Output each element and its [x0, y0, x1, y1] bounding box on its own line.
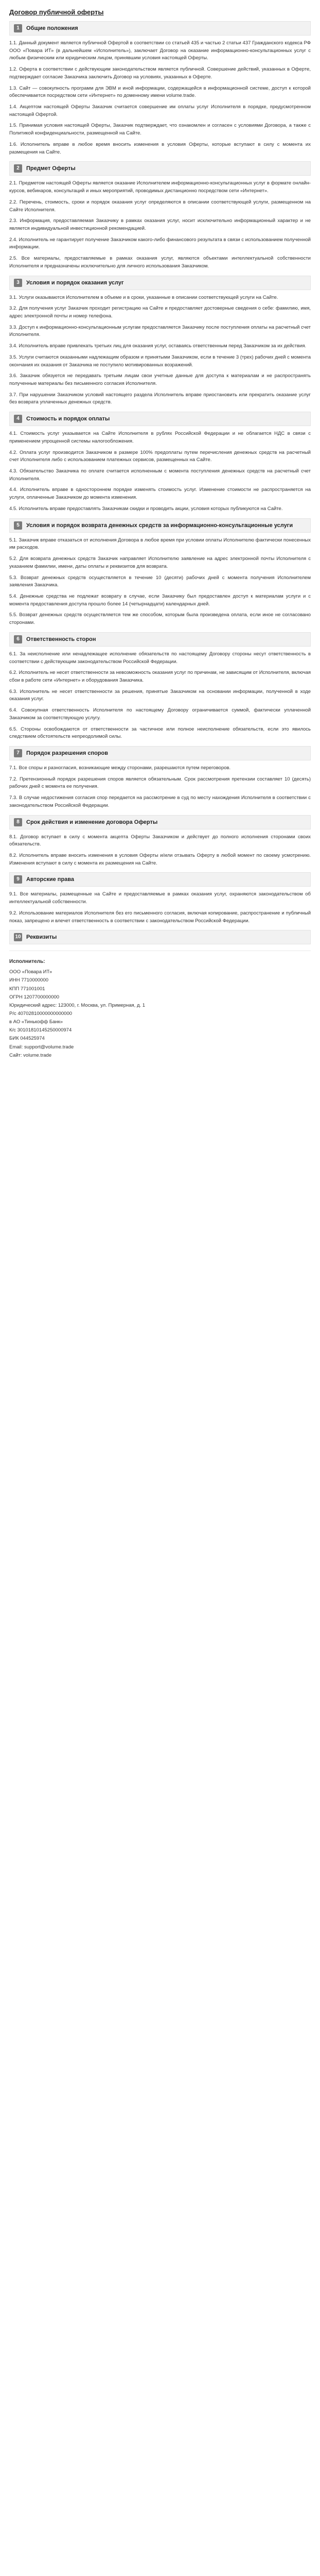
clause-paragraph: 1.1. Данный документ является публичной Офертой в соответствии со статьей 435 и частью 2 статьи 437 Гражданского кодекса РФ ООО «Повара ИТ» (в дальнейшем «Исполнитель»), заключает Договор на оказание информационно-консультационных услуг с любым физическим или юридическим лицом, принявшим условия настоящей Оферты. [9, 40, 311, 61]
clause-paragraph: 3.4. Исполнитель вправе привлекать третьих лиц для оказания услуг, оставаясь ответственным перед Заказчиком за их действия. [9, 343, 307, 349]
section-title: Ответственность сторон [26, 636, 96, 642]
clause-paragraph: 3.5. Услуги считаются оказанными надлежащим образом и принятыми Заказчиком, если в течение 3 (трех) рабочих дней с момента окончания их оказания от Заказчика не поступило мотивированных возражений. [9, 354, 311, 368]
clause-paragraph: 7.3. В случае недостижения согласия спор передается на рассмотрение в суд по месту нахождения Исполнителя в соответствии с законодательством Российской Федерации. [9, 795, 311, 808]
section-6 [9, 632, 311, 741]
sections-container [9, 21, 311, 944]
requisites-line: Р/с 40702810000000000000 [9, 1011, 73, 1017]
section-title: Условия и порядок возврата денежных средств за информационно-консультационные услуги [26, 522, 293, 529]
section-8 [9, 815, 311, 868]
section-heading [9, 276, 311, 290]
requisites-line: БИК 044525974 [9, 1036, 45, 1042]
clause-paragraph: 2.2. Перечень, стоимость, сроки и порядок оказания услуг определяются в описании соответствующей услуги, размещенном на Сайте Исполнителя. [9, 199, 311, 213]
clause-paragraph: 4.1. Стоимость услуг указывается на Сайте Исполнителя в рублях Российской Федерации и не облагается НДС в связи с применением упрощенной системы налогообложения. [9, 431, 311, 444]
clause-paragraph: 2.4. Исполнитель не гарантирует получение Заказчиком какого-либо финансового результата в связи с использованием полученной информации. [9, 236, 311, 250]
clause-paragraph: 8.1. Договор вступает в силу с момента акцепта Оферты Заказчиком и действует до полного исполнения сторонами своих обязательств. [9, 834, 311, 848]
clause-paragraph: 3.7. При нарушении Заказчиком условий настоящего раздела Исполнитель вправе приостановить или прекратить оказание услуг без возврата уплаченных денежных средств. [9, 392, 311, 405]
section-number: 1 [14, 24, 22, 32]
section-2 [9, 161, 311, 270]
clause-paragraph: 5.1. Заказчик вправе отказаться от исполнения Договора в любое время при условии оплаты Исполнителю фактически понесенных им расходов. [9, 537, 311, 551]
requisites-line: в АО «Тинькофф Банк» [9, 1019, 63, 1025]
section-title: Условия и порядок оказания услуг [26, 279, 124, 286]
section-number: 3 [14, 279, 22, 287]
clause-paragraph: 9.2. Использование материалов Исполнителя без его письменного согласия, включая копирование, распространение и публичный показ, запрещено и влечет ответственность в соответствии с законодательством Российской Федерации. [9, 910, 311, 924]
clause-paragraph: 6.1. За неисполнение или ненадлежащее исполнение обязательств по настоящему Договору стороны несут ответственность в соответствии с действующим законодательством Российской Федерации. [9, 651, 311, 665]
clause-paragraph: 2.3. Информация, предоставляемая Заказчику в рамках оказания услуг, носит исключительно информационный характер и не является индивидуальной инвестиционной рекомендацией. [9, 218, 311, 231]
section-number: 6 [14, 635, 22, 643]
section-heading [9, 412, 311, 426]
clause-paragraph: 8.2. Исполнитель вправе вносить изменения в условия Оферты и/или отзывать Оферту в любой момент по своему усмотрению. Изменения вступают в силу с момента их размещения на Сайте. [9, 853, 311, 866]
clause-paragraph: 6.4. Совокупная ответственность Исполнителя по настоящему Договору ограничивается суммой, фактически уплаченной Заказчиком за соответствующую услугу. [9, 707, 311, 721]
clause-paragraph: 4.2. Оплата услуг производится Заказчиком в размере 100% предоплаты путем перечисления денежных средств на расчетный счет Исполнителя либо с использованием платежных сервисов, размещенных на Сайте. [9, 449, 311, 463]
clause-paragraph: 3.1. Услуги оказываются Исполнителем в объеме и в сроки, указанные в описании соответствующей услуги на Сайте. [9, 294, 278, 300]
requisites-line: ООО «Повара ИТ» [9, 969, 52, 975]
section-heading [9, 518, 311, 533]
section-heading [9, 632, 311, 647]
clause-paragraph: 5.4. Денежные средства не подлежат возврату в случае, если Заказчику был предоставлен доступ к материалам услуги и с момента предоставления доступа прошло более 14 (четырнадцати) календарных дней. [9, 593, 311, 607]
requisites-block [9, 957, 311, 1060]
requisites-line: Email: support@volume.trade [9, 1044, 74, 1050]
clause-paragraph: 1.2. Оферта в соответствии с действующим законодательством является публичной. Совершение действий, указанных в Оферте, подтверждает согласие Заказчика заключить Договор на условиях, указанных в Оферте. [9, 66, 311, 80]
section-10 [9, 930, 311, 944]
clause-paragraph: 1.4. Акцептом настоящей Оферты Заказчик считается совершение им оплаты услуг Исполнителя в порядке, предусмотренном настоящей Офертой. [9, 104, 311, 117]
section-number: 7 [14, 749, 22, 757]
clause-paragraph: 3.3. Доступ к информационно-консультационным услугам предоставляется Заказчику после поступления оплаты на расчетный счет Исполнителя. [9, 324, 311, 338]
clause-paragraph: 1.5. Принимая условия настоящей Оферты, Заказчик подтверждает, что ознакомлен и согласен с условиями Договора, а также с Политикой конфиденциальности, размещенной на Сайте. [9, 123, 311, 137]
requisites-line: К/с 30101810145250000974 [9, 1027, 72, 1033]
section-heading [9, 930, 311, 944]
section-1 [9, 21, 311, 156]
section-number: 9 [14, 875, 22, 884]
requisites-line: ИНН 7710000000 [9, 977, 49, 984]
clause-paragraph: 9.1. Все материалы, размещенные на Сайте и предоставляемые в рамках оказания услуг, охраняются законодательством об интеллектуальной собственности. [9, 891, 311, 905]
section-title: Реквизиты [26, 934, 57, 941]
section-title: Предмет Оферты [26, 165, 76, 172]
section-title: Стоимость и порядок оплаты [26, 416, 110, 422]
clause-paragraph: 5.5. Возврат денежных средств осуществляется тем же способом, которым была произведена оплата, если иное не согласовано сторонами. [9, 612, 311, 626]
page-title: Договор публичной оферты [9, 8, 104, 16]
section-3 [9, 276, 311, 407]
clause-paragraph: 3.2. Для получения услуг Заказчик проходит регистрацию на Сайте и предоставляет достоверные сведения о себе: фамилию, имя, адрес электронной почты и номер телефона. [9, 306, 311, 319]
requisites-line: Сайт: volume.trade [9, 1052, 52, 1058]
section-number: 8 [14, 818, 22, 826]
clause-paragraph: 6.5. Стороны освобождаются от ответственности за частичное или полное неисполнение обязательств, если это явилось следствием обстоятельств непреодолимой силы. [9, 726, 311, 740]
clause-paragraph: 7.1. Все споры и разногласия, возникающие между сторонами, разрешаются путем переговоров. [9, 765, 231, 771]
clause-paragraph: 1.6. Исполнитель вправе в любое время вносить изменения в условия Оферты, которые вступают в силу с момента их размещения на Сайте. [9, 141, 311, 155]
requisites-head: Исполнитель: [9, 959, 45, 965]
section-number: 4 [14, 415, 22, 423]
requisites-line: Юридический адрес: 123000, г. Москва, ул. Примерная, д. 1 [9, 1002, 146, 1008]
section-number: 10 [14, 933, 22, 941]
section-heading [9, 746, 311, 760]
clause-paragraph: 2.1. Предметом настоящей Оферты является оказание Исполнителем информационно-консультационных услуг в формате онлайн-курсов, вебинаров, консультаций и иных мероприятий, проводимых дистанционно посредством сети «Интернет». [9, 180, 311, 194]
requisites-line: КПП 771001001 [9, 986, 45, 992]
clause-paragraph: 4.4. Исполнитель вправе в одностороннем порядке изменять стоимость услуг. Изменение стоимости не распространяется на услуги, оплаченные Заказчиком до момента изменения. [9, 487, 311, 501]
clause-paragraph: 1.3. Сайт — совокупность программ для ЭВМ и иной информации, содержащейся в информационной системе, доступ к которой обеспечивается посредством сети «Интернет» по доменному имени volume.trade. [9, 85, 311, 99]
section-title: Срок действия и изменение договора Оферты [26, 819, 158, 825]
section-heading [9, 815, 311, 829]
section-title: Общие положения [26, 25, 78, 31]
section-heading [9, 161, 311, 176]
section-4 [9, 412, 311, 513]
section-7 [9, 746, 311, 810]
clause-paragraph: 5.3. Возврат денежных средств осуществляется в течение 10 (десяти) рабочих дней с момента получения Исполнителем заявления Заказчика. [9, 574, 311, 588]
offer-document [0, 0, 320, 1080]
section-heading [9, 21, 311, 36]
section-heading [9, 872, 311, 887]
clause-paragraph: 7.2. Претензионный порядок разрешения споров является обязательным. Срок рассмотрения претензии составляет 10 (десять) рабочих дней с момента ее получения. [9, 776, 311, 790]
clause-paragraph: 6.2. Исполнитель не несет ответственности за невозможность оказания услуг по причинам, не зависящим от Исполнителя, включая сбои в работе сети «Интернет» и оборудования Заказчика. [9, 670, 311, 683]
section-9 [9, 872, 311, 925]
requisites-lines [9, 968, 311, 1060]
clause-paragraph: 4.5. Исполнитель вправе предоставлять Заказчикам скидки и проводить акции, условия которых публикуются на Сайте. [9, 505, 283, 512]
clause-paragraph: 6.3. Исполнитель не несет ответственности за решения, принятые Заказчиком на основании информации, полученной в ходе оказания услуг. [9, 688, 311, 702]
section-number: 5 [14, 521, 22, 530]
clause-paragraph: 2.5. Все материалы, предоставляемые в рамках оказания услуг, являются объектами интеллектуальной собственности Исполнителя и предназначены исключительно для личного использования Заказчиком. [9, 256, 311, 269]
section-title: Авторские права [26, 876, 75, 883]
section-number: 2 [14, 164, 22, 173]
clause-paragraph: 4.3. Обязательство Заказчика по оплате считается исполненным с момента поступления денежных средств на расчетный счет Исполнителя. [9, 468, 311, 482]
clause-paragraph: 3.6. Заказчик обязуется не передавать третьим лицам свои учетные данные для доступа к материалам и не распространять полученные материалы без письменного согласия Исполнителя. [9, 373, 311, 386]
section-title: Порядок разрешения споров [26, 750, 109, 756]
requisites-line: ОГРН 1207700000000 [9, 994, 60, 1000]
section-5 [9, 518, 311, 627]
clause-paragraph: 5.2. Для возврата денежных средств Заказчик направляет Исполнителю заявление на адрес электронной почты Исполнителя с указанием фамилии, имени, даты оплаты и реквизитов для возврата. [9, 556, 311, 569]
